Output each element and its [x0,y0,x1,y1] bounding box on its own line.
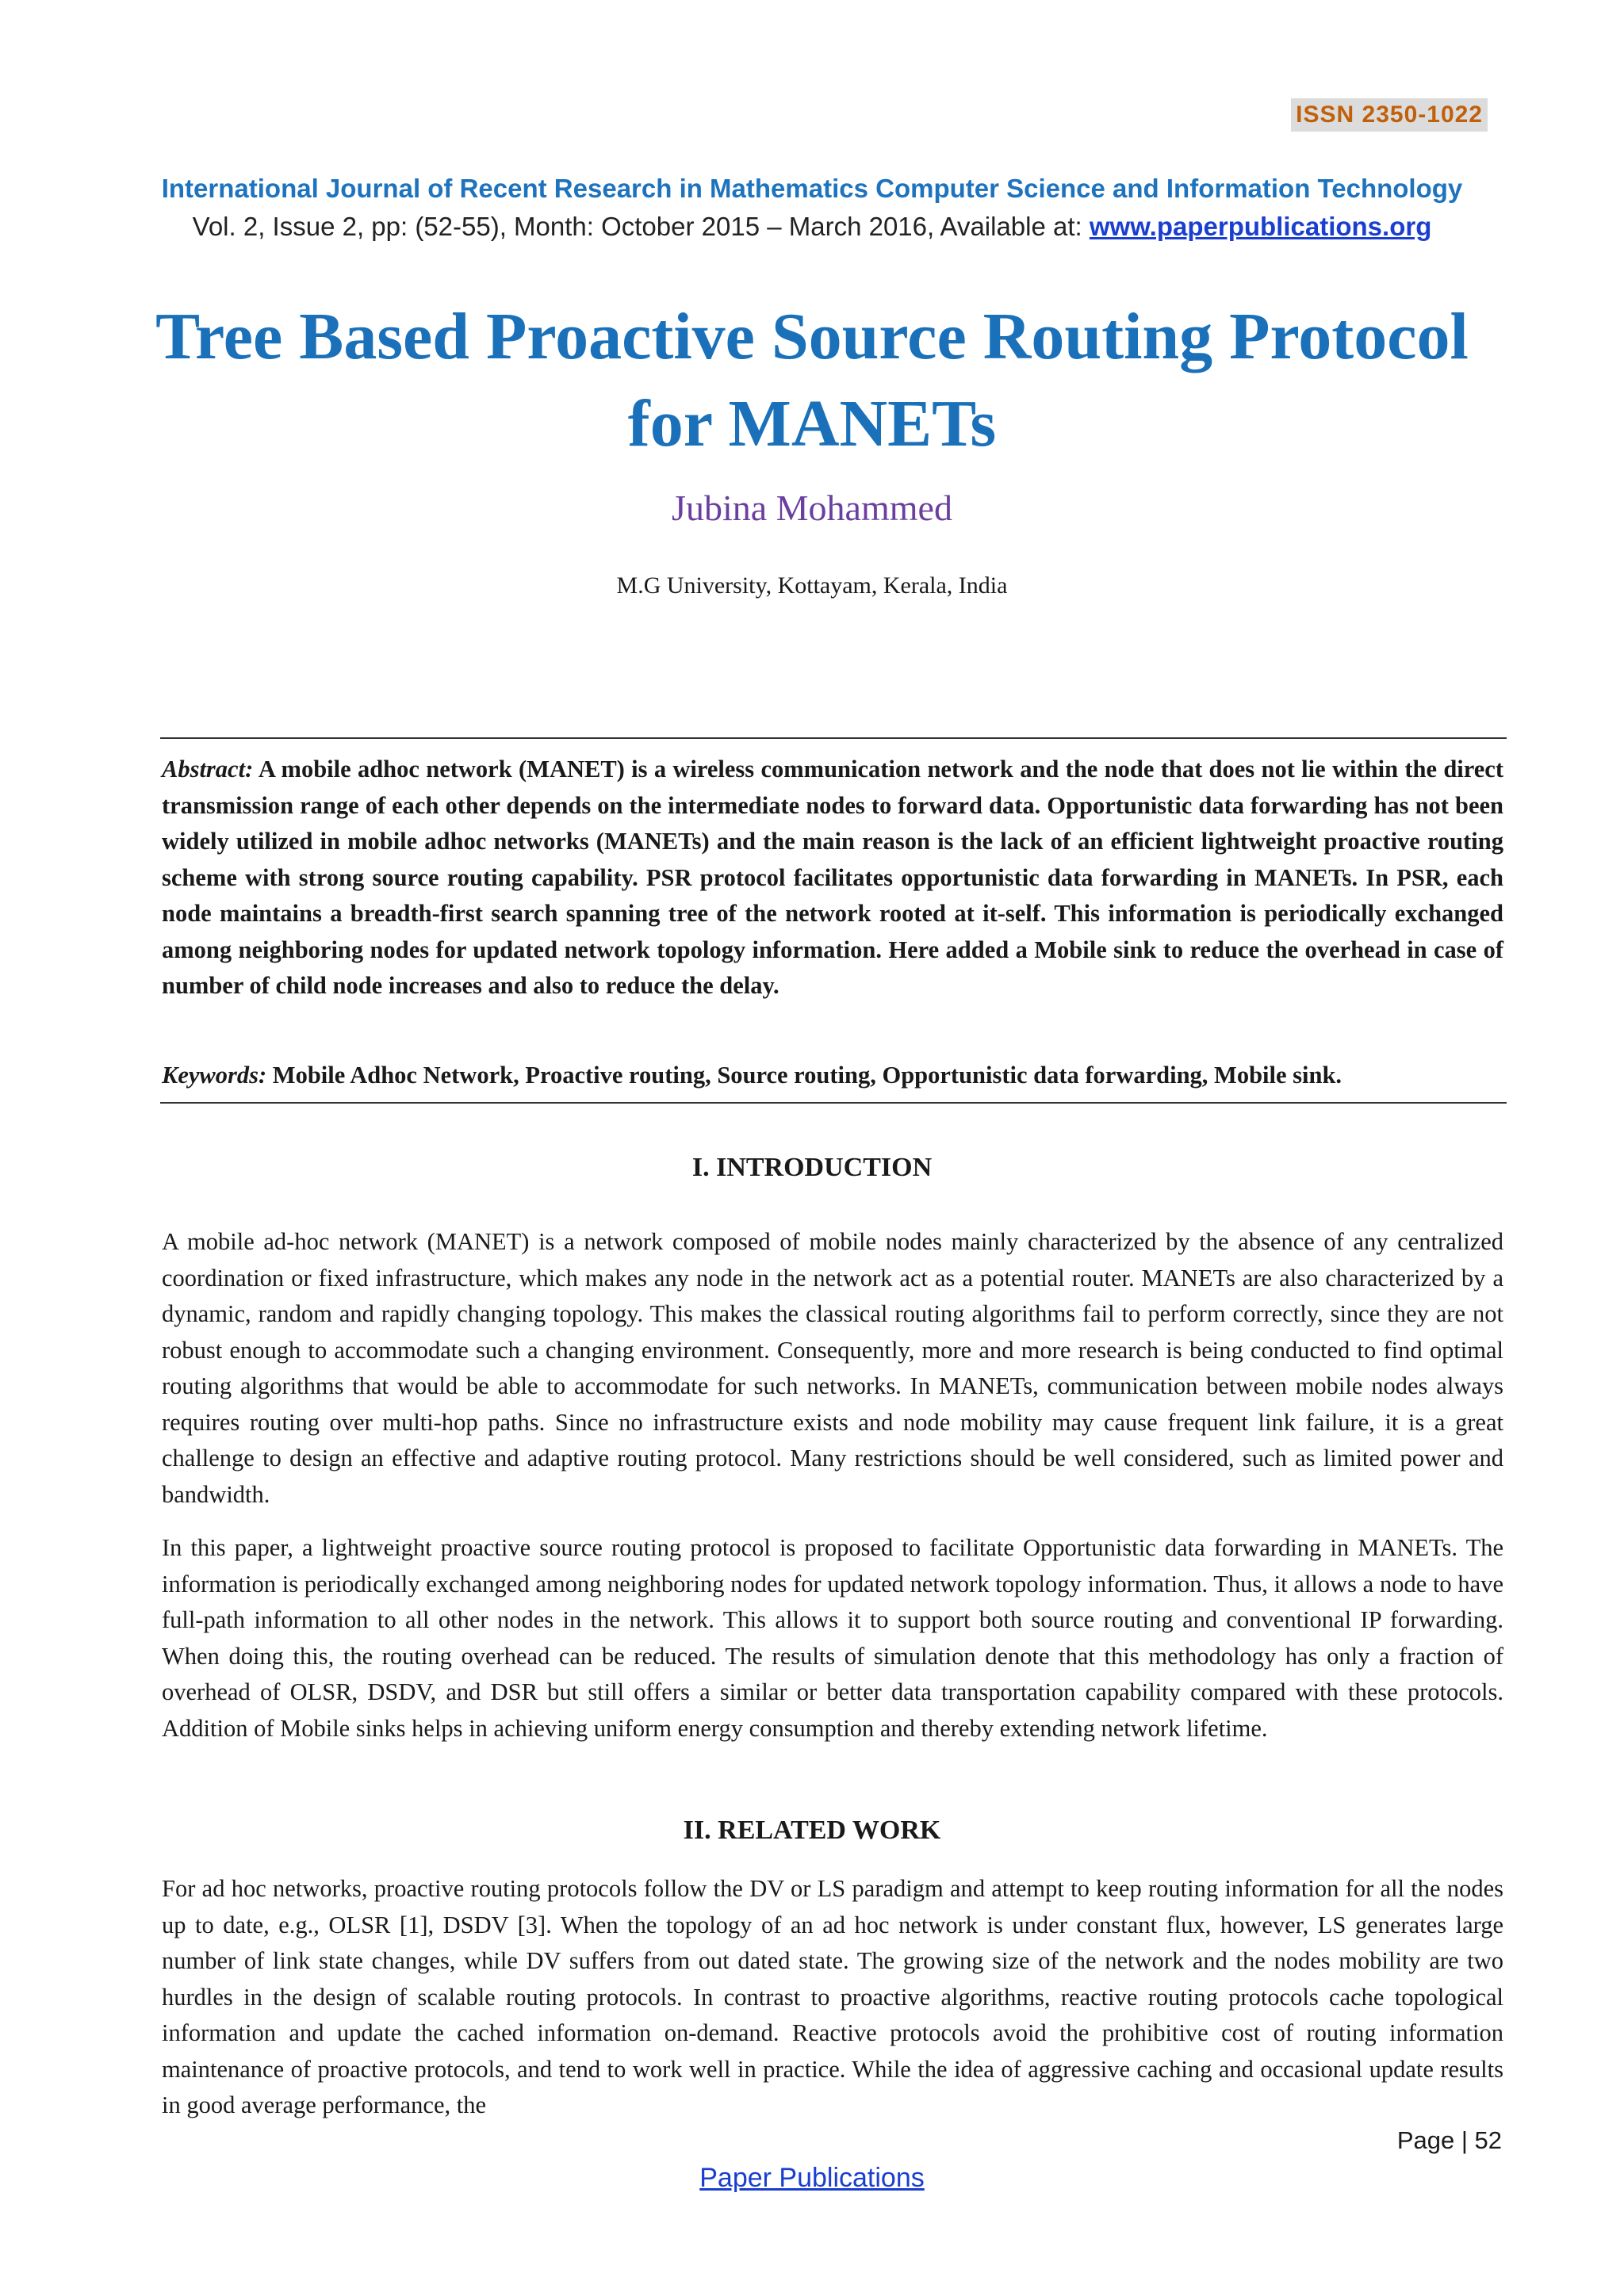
author-affiliation: M.G University, Kottayam, Kerala, India [616,572,1008,599]
related-work-paragraph-1: For ad hoc networks, proactive routing protocols follow the DV or LS paradigm and attempt to keep routing information for all the nodes up to date, e.g., OLSR [1], DSDV [3]. When the topology of an ad hoc network is under constant flux, however, LS generates large number of link state changes, while DV suffers from out dated state. The growing size of the network and the nodes mobility are two hurdles in the design of scalable routing protocols. In contrast to proactive algorithms, reactive routing protocols cache topological information and update the cached information on-demand. Reactive protocols avoid the prohibitive cost of routing information maintenance of proactive protocols, and tend to work well in practice. While the idea of aggressive caching and occasional update results in good average performance, the [162,1875,1503,2118]
abstract [162,752,1503,1004]
keywords-text: Mobile Adhoc Network, Proactive routing, Source routing, Opportunistic data forwarding, Mobile sink. [272,1062,1342,1089]
section-heading-related-work: II. RELATED WORK [683,1816,941,1845]
publisher-link[interactable]: Paper Publications [699,2163,925,2193]
journal-url-link[interactable]: www.paperpublications.org [1089,212,1432,241]
abstract-text: A mobile adhoc network (MANET) is a wireless communication network and the node that does not lie within the direct transmission range of each other depends on the intermediate nodes to forward data. Opportunistic data forwarding has not been widely utilized in mobile adhoc networks (MANETs) and the main reason is the lack of an efficient lightweight proactive routing scheme with strong source routing capability. PSR protocol facilitates opportunistic data forwarding in MANETs. In PSR, each node maintains a breadth-first search spanning tree of the network rooted at it-self. This information is periodically exchanged among neighboring nodes for updated network topology information. Here added a Mobile sink to reduce the overhead in case of number of child node increases and also to reduce the delay. [162,756,1503,999]
page-number: Page | 52 [1396,2126,1502,2154]
journal-name: International Journal of Recent Research in Mathematics Computer Science and Information Technology [161,174,1463,203]
issn-badge: ISSN 2350-1022 [1291,98,1488,132]
intro-paragraph-2: In this paper, a lightweight proactive source routing protocol is proposed to facilitate Opportunistic data forwarding in MANETs. The information is periodically exchanged among neighboring nodes for updated network topology information. Thus, it allows a node to have full-path information to all other nodes in the network. This allows it to support both source routing and conventional IP forwarding. When doing this, the routing overhead can be reduced. The results of simulation denote that this methodology has only a fraction of overhead of OLSR, DSDV, and DSR but still offers a similar or better data transportation capability compared with these protocols. Addition of Mobile sinks helps in achieving uniform energy consumption and thereby extending network lifetime. [162,1534,1503,1742]
abstract-bottom-rule [160,1102,1507,1104]
author-name: Jubina Mohammed [672,488,952,528]
journal-header [0,170,1624,246]
abstract-top-rule [160,737,1507,739]
paper-title: Tree Based Proactive Source Routing Protocol for MANETs [155,300,1469,461]
keywords [162,1058,1503,1093]
journal-info-line [0,208,1624,246]
section-heading-introduction: I. INTRODUCTION [691,1153,933,1182]
keywords-label: Keywords: [162,1062,267,1089]
footer [0,2163,1624,2194]
abstract-label: Abstract: [162,756,254,783]
journal-info: Vol. 2, Issue 2, pp: (52-55), Month: October 2015 – March 2016, Available at: [192,212,1090,241]
intro-paragraph-1: A mobile ad-hoc network (MANET) is a network composed of mobile nodes mainly characterized by the absence of any centralized coordination or fixed infrastructure, which makes any node in the network act as a potential router. MANETs are also characterized by a dynamic, random and rapidly changing topology. This makes the classical routing algorithms fail to perform correctly, since they are not robust enough to accommodate such a changing environment. Consequently, more and more research is being conducted to find optimal routing algorithms that would be able to accommodate for such networks. In MANETs, communication between mobile nodes always requires routing over multi-hop paths. Since no infrastructure exists and node mobility may cause frequent link failure, it is a great challenge to design an effective and adaptive routing protocol. Many restrictions should be well considered, such as limited power and bandwidth. [162,1228,1503,1508]
